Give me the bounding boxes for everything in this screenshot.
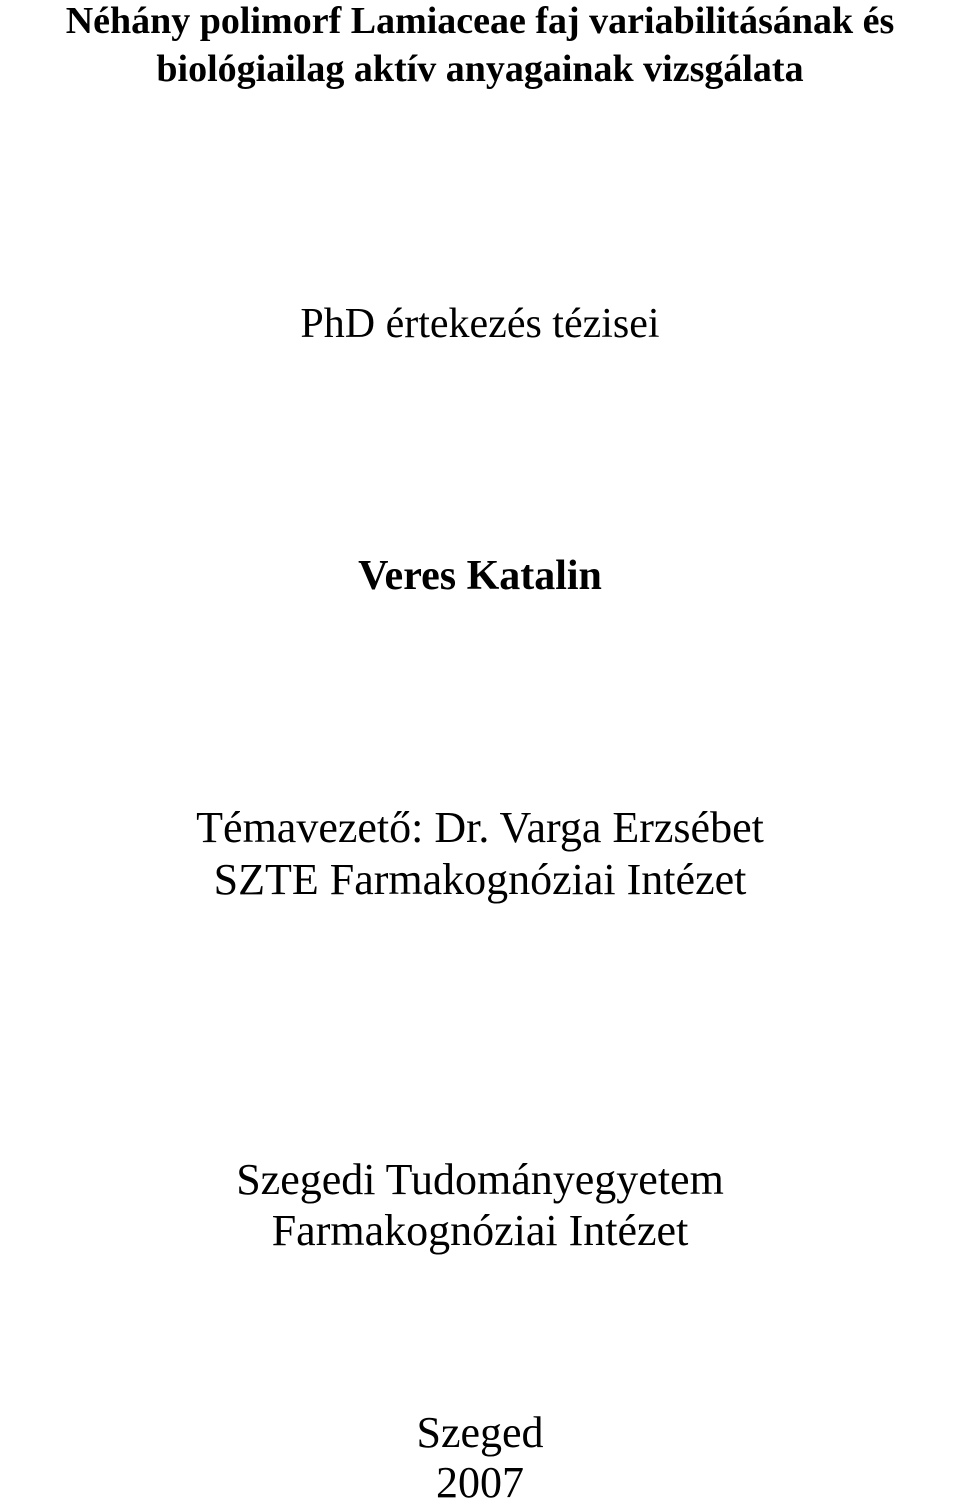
year: 2007 — [436, 1458, 524, 1507]
university-name: Szegedi Tudományegyetem — [236, 1155, 724, 1204]
supervisor-affiliation: SZTE Farmakognóziai Intézet — [213, 855, 747, 904]
institute-name: Farmakognóziai Intézet — [271, 1206, 689, 1255]
document-type: PhD értekezés tézisei — [300, 301, 660, 347]
thesis-title-line-2: biológiailag aktív anyagainak vizsgálata — [156, 48, 804, 90]
supervisor-line: Témavezető: Dr. Varga Erzsébet — [196, 803, 764, 852]
thesis-title-line-1: Néhány polimorf Lamiaceae faj variabilitásának és — [65, 0, 895, 42]
place: Szeged — [416, 1408, 544, 1457]
author-name: Veres Katalin — [358, 553, 602, 599]
